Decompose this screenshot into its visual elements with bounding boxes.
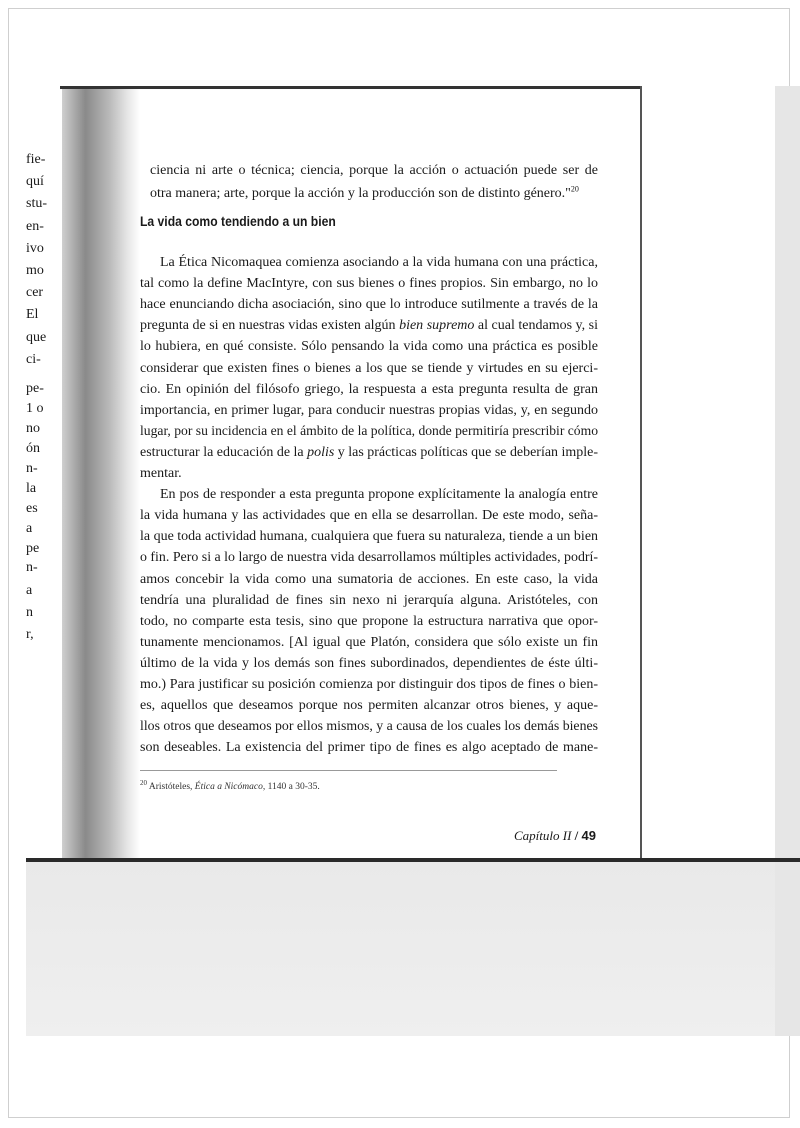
text-segment: lugar, por su incidencia en el ámbito de la política, donde permitiría prescribir cómo [140,423,599,439]
text-line-content [150,163,598,178]
left-page-fragment: n- [26,460,38,476]
page-number: 49 [581,828,596,843]
page-right-edge [640,86,642,862]
text-segment: son deseables. La existencia del primer tipo de fines es algo aceptado de mane- [140,740,598,756]
text-line [150,185,598,202]
text-segment: importancia, en primer lugar, para conducir nuestras propias vidas, y, en segundo [140,402,598,418]
italic-text: bien supremo [399,318,475,334]
text-line-content [140,444,598,461]
text-line [140,486,598,503]
footer-separator: / [571,828,582,843]
left-page-fragment: n [26,604,33,620]
left-page-fragment: que [26,329,47,345]
text-line [140,613,598,630]
text-line [140,549,598,566]
text-line-content [140,382,598,397]
text-line [140,634,598,651]
footnote [140,778,320,793]
text-segment: y las prácticas políticas que se deberían imple- [334,444,598,460]
left-page-fragment: quí [26,174,44,190]
text-line-content [140,656,598,671]
text-line-content [140,403,598,418]
text-segment: llos otros que deseamos por ellos mismos, y a causa de los cuales los demás bienes [140,719,598,735]
text-line [140,592,598,609]
text-segment: La Ética Nicomaquea comienza asociando a la vida humana con una práctica, [160,255,598,270]
text-line [140,360,598,377]
text-segment: todo, no comparte esta tesis, sino que propone la estructura narrativa que opor- [140,613,598,629]
text-segment: último de la vida y los demás son fines subordinados, dependientes de éste últi- [140,655,598,671]
text-line-content [140,339,598,354]
text-line [140,444,598,461]
text-line-content [140,593,598,608]
left-page-fragment: pe- [26,380,44,396]
text-segment: ciencia ni arte o técnica; ciencia, porque la acción o actuación puede ser de [150,163,598,178]
text-line [140,739,598,756]
footnote-title: Ética a Nicómaco [194,782,263,792]
left-page-fragment: a [26,582,33,598]
text-line [140,507,598,524]
text-segment: En pos de responder a esta pregunta propone explícitamente la analogía entre [160,487,598,503]
text-line [140,676,598,693]
text-segment: pregunta de si en nuestras vidas existen algún [140,318,400,334]
text-line-content [140,508,598,523]
left-page-fragment: stu- [26,196,47,212]
left-page-fragment: El [26,307,39,323]
scanner-background [26,862,775,1036]
text-segment: cio. En opinión del filósofo griego, la respuesta a esta pregunta resulta de gran [140,381,598,397]
text-line [140,275,598,292]
text-line-content [140,318,598,333]
italic-text: polis [307,444,335,460]
text-line [140,465,598,482]
text-segment: al cual tendamos y, si [474,318,598,334]
book-gutter-shadow [62,88,140,860]
text-segment: amos concebir la vida como una sumatoria de acciones. En este caso, la vida [140,571,598,587]
text-segment: tal como la define MacIntyre, con sus bienes o fines propios. Sin embargo, no lo [140,276,598,292]
left-page-fragment: ón [26,440,40,456]
text-line [140,338,598,355]
text-line-content [160,487,598,502]
text-line [140,655,598,672]
left-page-fragment: es [26,500,38,516]
text-line-content [150,186,579,201]
text-line-content [140,635,598,650]
text-line-content [160,255,598,270]
text-line-content [140,549,598,566]
text-line [140,381,598,398]
scanner-edge [775,86,800,1036]
page-top-edge [60,86,642,89]
left-page-fragment: r, [26,627,34,643]
left-page-fragment: fie- [26,152,46,167]
left-page-fragment: en- [26,218,44,234]
left-page-fragment: ivo [26,240,44,256]
text-segment: la vida humana y las actividades que en ella se desarrollan. De este modo, seña- [140,508,598,524]
text-line-content [140,466,182,481]
text-segment: hace enunciando dicha asociación, sino que lo introduce sutilmente a través de la [140,297,598,313]
left-page-fragment: pe [26,540,40,556]
footnote-author: Aristóteles, [148,782,195,792]
text-line-content [140,740,598,755]
text-line [140,528,598,545]
left-page-fragment: la [26,480,37,496]
footnote-number: 20 [140,778,147,787]
text-line-content [140,677,598,692]
text-segment: estructurar la educación de la [140,444,308,460]
left-page-fragment: mo [26,263,44,278]
chapter-label: Capítulo II [513,828,572,843]
text-line [140,402,598,419]
text-segment: tunamente mencionamos. [Al igual que Platón, considera que sólo existe un fin [140,634,598,650]
text-line [140,697,598,714]
footnote-divider [140,770,557,771]
text-line-content [140,361,598,376]
left-page-fragment: n- [26,560,38,576]
text-line-content [140,276,598,291]
text-line [150,162,598,179]
text-line-content [140,614,598,629]
text-segment: la que toda actividad humana, cualquiera que fuera su naturaleza, tiende a un bien [140,529,599,545]
text-segment: mo.) Para justificar su posición comienza por distinguir dos tipos de fines o bien- [140,677,598,692]
left-page-fragment: 1 o [26,400,44,416]
footnote-ref: , 1140 a 30-35. [262,782,320,792]
footnote-reference: 20 [570,184,579,194]
text-line-content [140,423,598,440]
text-line [140,571,598,588]
text-segment: es, aquellos que deseamos porque nos permiten alcanzar otros bienes, y aque- [140,698,598,714]
text-segment: otra manera; arte, porque la acción y la producción son de distinto género." [150,186,571,201]
text-line-content [140,572,598,587]
text-segment: tendría una pluralidad de fines sin nexo ni jerarquía alguna. Aristóteles, con [140,592,598,608]
left-page-fragment: a [26,520,33,536]
text-segment: mentar. [140,466,182,481]
text-segment: lo hubiera, en qué consiste. Sólo pensando la vida como una práctica es posible [140,339,598,355]
section-heading: La vida como tendiendo a un bien [140,214,336,229]
text-line [140,718,598,735]
text-segment: o fin. Pero si a lo largo de nuestra vida desarrollamos múltiples actividades, podrí- [140,550,599,566]
text-line-content [140,698,598,713]
text-line-content [140,528,598,545]
text-segment: considerar que existen fines o bienes a los que se tiende y virtudes en su ejerci- [140,360,598,376]
text-line-content [140,297,598,312]
page-bottom-edge [26,858,800,862]
page-footer [514,828,596,844]
text-line [140,296,598,313]
text-line [140,254,598,271]
text-line [140,423,598,440]
left-page-fragment: ci- [26,351,41,367]
text-line-content [140,718,598,735]
left-page-fragment: no [26,420,40,436]
text-line [140,317,598,334]
left-page-fragment: cer [26,285,44,301]
